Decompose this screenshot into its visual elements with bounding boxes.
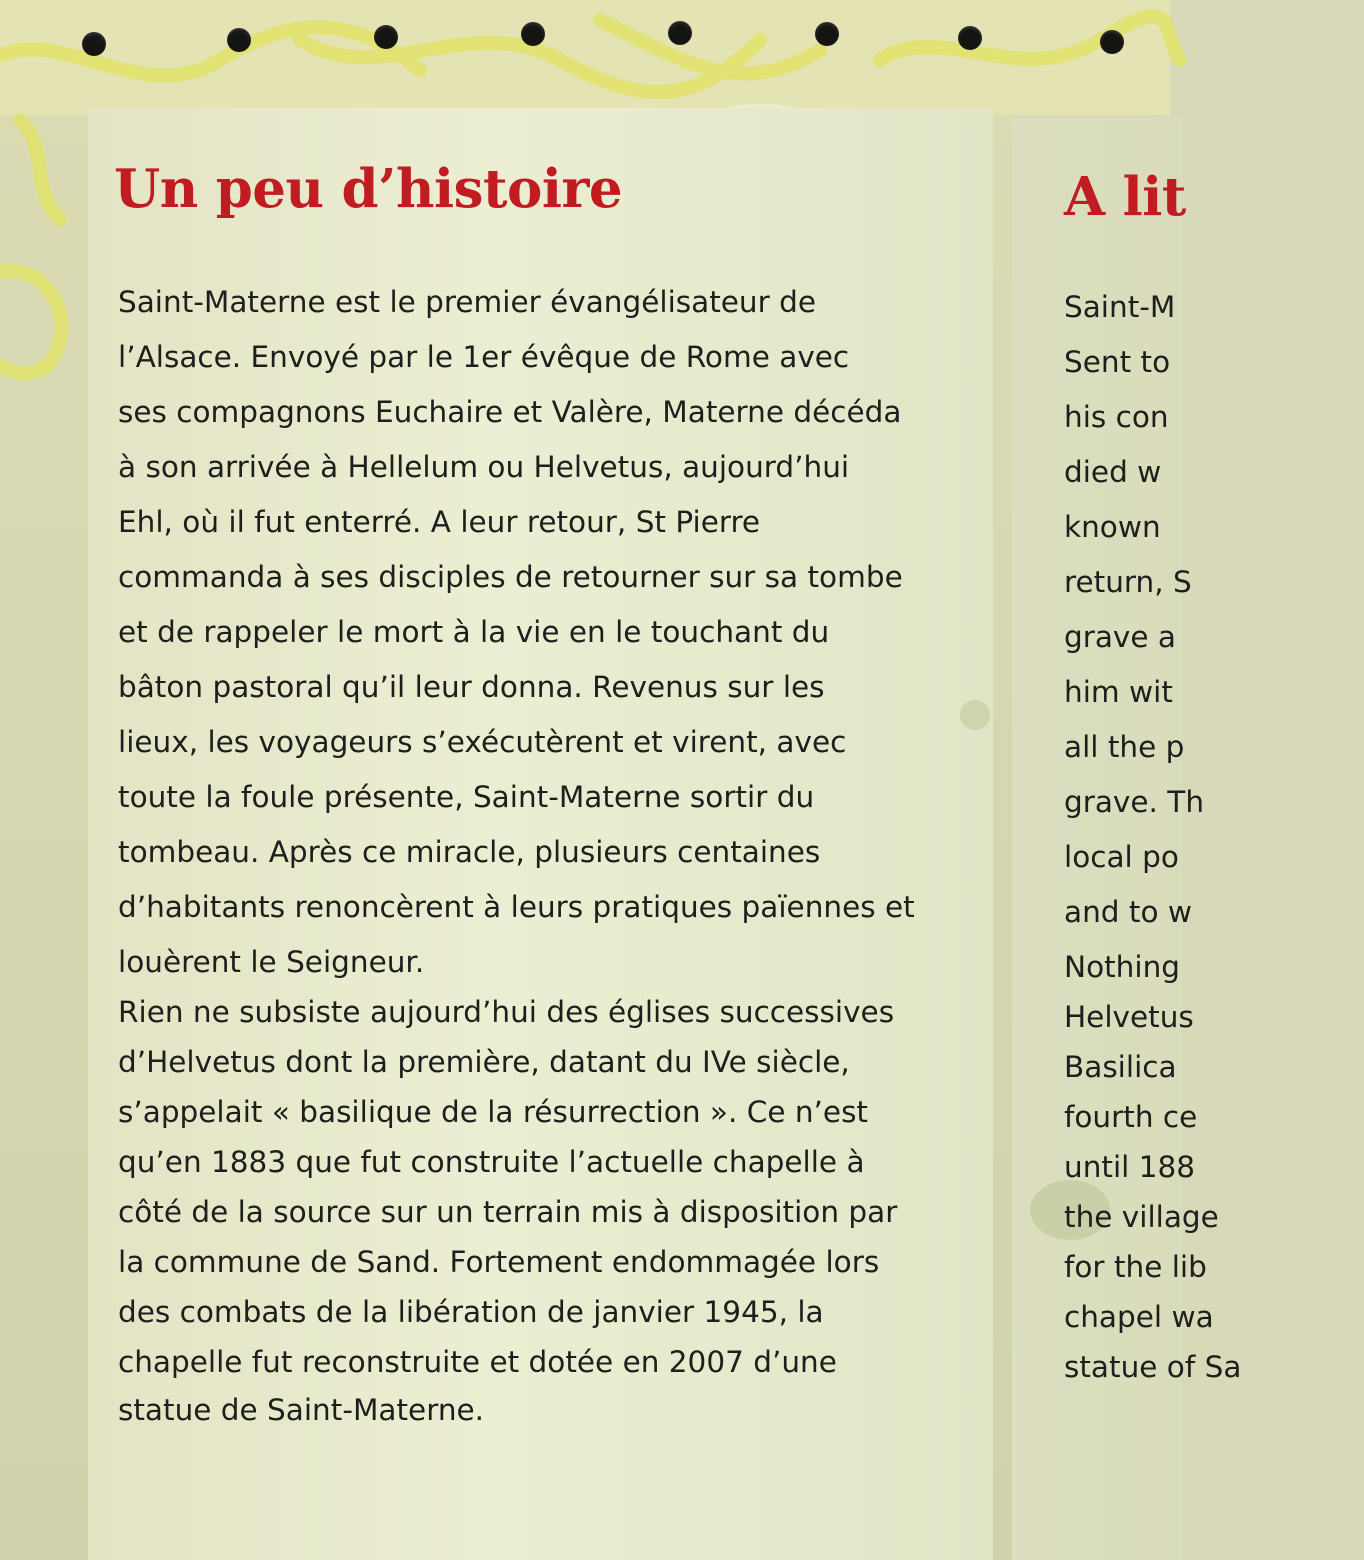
text-line: and to w <box>1064 895 1192 929</box>
text-line: Rien ne subsiste aujourd’hui des églises successives <box>118 995 895 1029</box>
text-line: Sent to <box>1064 345 1171 379</box>
text-line: statue of Sa <box>1064 1350 1242 1384</box>
text-line: Nothing <box>1064 950 1180 984</box>
section-title-fr: Un peu d’histoire <box>114 158 623 220</box>
text-line: des combats de la libération de janvier 1945, la <box>118 1295 824 1329</box>
text-line: him wit <box>1064 675 1173 709</box>
text-line: à son arrivée à Hellelum ou Helvetus, aujourd’hui <box>118 450 850 484</box>
text-line: for the lib <box>1064 1250 1207 1284</box>
moss-stain <box>960 700 990 730</box>
text-line: qu’en 1883 que fut construite l’actuelle chapelle à <box>118 1145 865 1179</box>
text-line: lieux, les voyageurs s’exécutèrent et virent, avec <box>118 725 847 759</box>
text-line: grave. Th <box>1064 785 1205 819</box>
text-line: bâton pastoral qu’il leur donna. Revenus sur les <box>118 670 825 704</box>
text-line: tombeau. Après ce miracle, plusieurs centaines <box>118 835 821 869</box>
text-line: chapelle fut reconstruite et dotée en 2007 d’une <box>118 1345 837 1379</box>
text-line: d’Helvetus dont la première, datant du IVe siècle, <box>118 1045 850 1079</box>
text-line: died w <box>1064 455 1162 489</box>
text-line: Ehl, où il fut enterré. A leur retour, St Pierre <box>118 505 761 539</box>
punch-hole <box>958 26 982 50</box>
text-line: the village <box>1064 1200 1219 1234</box>
punch-hole <box>374 25 398 49</box>
text-line: toute la foule présente, Saint-Materne sortir du <box>118 780 815 814</box>
punch-hole <box>815 22 839 46</box>
punch-hole <box>82 32 106 56</box>
text-line: d’habitants renoncèrent à leurs pratiques païennes et <box>118 890 915 924</box>
text-line: grave a <box>1064 620 1176 654</box>
text-line: l’Alsace. Envoyé par le 1er évêque de Rome avec <box>118 340 850 374</box>
text-line: et de rappeler le mort à la vie en le touchant du <box>118 615 830 649</box>
text-line: Basilica <box>1064 1050 1177 1084</box>
punch-hole <box>668 21 692 45</box>
text-line: ses compagnons Euchaire et Valère, Materne décéda <box>118 395 902 429</box>
text-line: s’appelait « basilique de la résurrection ». Ce n’est <box>118 1095 869 1129</box>
text-line: commanda à ses disciples de retourner sur sa tombe <box>118 560 903 594</box>
text-line: until 188 <box>1064 1150 1196 1184</box>
text-line: his con <box>1064 400 1169 434</box>
punch-hole <box>1100 30 1124 54</box>
text-line: la commune de Sand. Fortement endommagée lors <box>118 1245 880 1279</box>
text-line: statue de Saint-Materne. <box>118 1393 485 1427</box>
text-line: Saint-Materne est le premier évangélisateur de <box>118 285 817 319</box>
english-column <box>1012 118 1242 1560</box>
body-text-fr <box>118 285 938 1445</box>
text-line: côté de la source sur un terrain mis à disposition par <box>118 1195 898 1229</box>
punch-hole <box>227 28 251 52</box>
body-text-en <box>1064 290 1364 1390</box>
text-line: return, S <box>1064 565 1192 599</box>
text-line: chapel wa <box>1064 1300 1214 1334</box>
section-title-en: A lit <box>1064 166 1186 228</box>
text-line: Saint-M <box>1064 290 1176 324</box>
text-line: all the p <box>1064 730 1185 764</box>
text-line: known <box>1064 510 1161 544</box>
text-line: louèrent le Seigneur. <box>118 945 425 979</box>
text-line: fourth ce <box>1064 1100 1198 1134</box>
text-line: Helvetus <box>1064 1000 1194 1034</box>
text-line: local po <box>1064 840 1179 874</box>
punch-hole <box>521 22 545 46</box>
